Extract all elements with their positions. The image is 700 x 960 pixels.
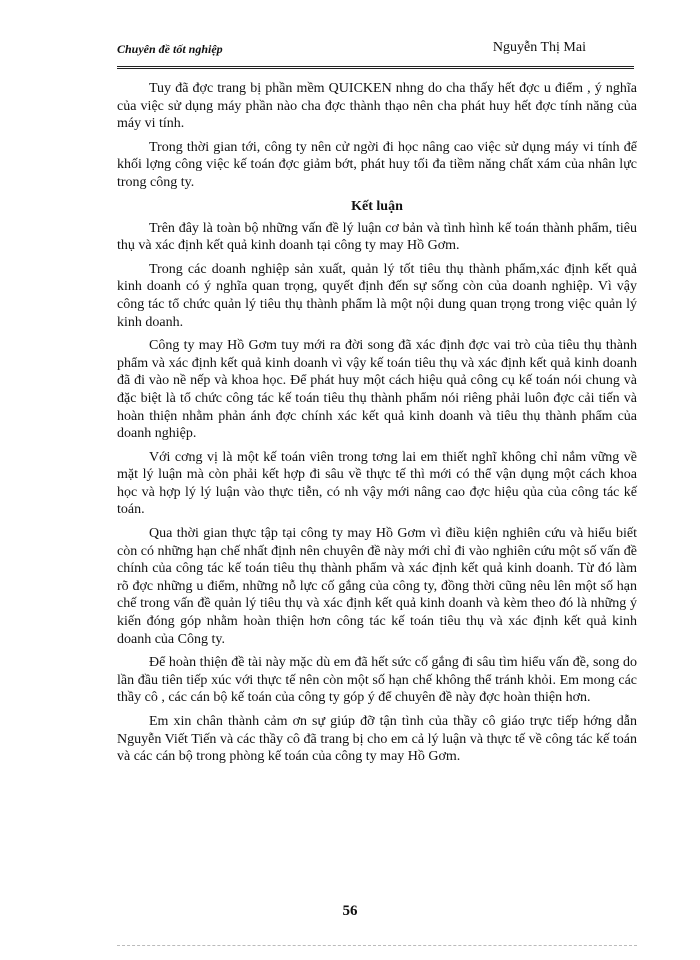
conclusion-paragraph: Để hoàn thiện đề tài này mặc dù em đã hết sức cố gắng đi sâu tìm hiểu vấn đề, song do lần đầu tiên tiếp xúc với thực tế nên còn một số hạn chế không thể tránh khỏi. Em mong các thầy cô , các cán bộ kế toán của công ty góp ý để chuyên đề này đợc hoàn thiện hơn. [117, 655, 637, 706]
header-author-name: Nguyễn Thị Mai [492, 40, 586, 55]
conclusion-paragraph: Trên đây là toàn bộ những vấn đề lý luận cơ bản và tình hình kế toán thành phẩm, tiêu thụ và xác định kết quả kinh doanh tại công ty may Hồ Gơm. [117, 220, 637, 254]
conclusion-paragraph: Trong các doanh nghiệp sản xuất, quản lý tốt tiêu thụ thành phẩm,xác định kết quả kinh doanh có ý nghĩa quan trọng, quyết định đến sự sống còn của doanh nghiệp. Vì vậy công tác tổ chức quản lý tiêu thụ thành phẩm là một nội dung quan trọng trong việc quản lý kinh doanh. [117, 261, 637, 330]
conclusion-paragraph: Em xin chân thành cảm ơn sự giúp đỡ tận tình của thầy cô giáo trực tiếp hớng dẫn Nguyễn Viết Tiến và các thầy cô đã trang bị cho em cả lý luận và thực tế về công tác kế toán và các cán bộ trong phòng kế toán của công ty may Hồ Gơm. [117, 714, 637, 765]
conclusion-paragraph: Với cơng vị là một kế toán viên trong tơng lai em thiết nghĩ không chỉ nắm vững về mặt lý luận mà còn phải kết hợp đi sâu về thực tế thì mới có thể vận dụng một cách khoa học và hợp lý lý luận vào thực tiễn, có nh vậy mới nâng cao đợc hiệu qủa của công tác kế toán. [117, 449, 637, 518]
page-header [117, 38, 634, 69]
page-number: 56 [342, 903, 358, 919]
section-heading-conclusion: Kết luận [351, 198, 403, 214]
body-paragraph: Tuy đã đợc trang bị phần mềm QUICKEN nhng do cha thấy hết đợc u điểm , ý nghĩa của việc sử dụng máy phần nào cha đợc thành thạo nên cha phát huy hết đợc tính năng của máy vi tính. [117, 81, 637, 132]
header-document-type: Chuyên đề tốt nghiệp [117, 42, 223, 56]
conclusion-paragraph: Công ty may Hồ Gơm tuy mới ra đời song đã xác định đợc vai trò của tiêu thụ thành phẩm và xác định kết quả kinh doanh vì vậy kế toán tiêu thụ và xác định kết quả kinh doanh đã đi vào nề nếp và khoa học. Để phát huy một cách hiệu quả công cụ kế toán nói chung và đặc biệt là tổ chức công tác kế toán tiêu thụ thành phẩm nói riêng phải luôn đợc cải tiến và hoàn thiện nhằm phản ánh đợc chính xác kết quả kinh doanh và tiêu thụ thành phẩm của doanh nghiệp. [117, 338, 637, 442]
conclusion-paragraph: Qua thời gian thực tập tại công ty may Hồ Gơm vì điều kiện nghiên cứu và hiểu biết còn có những hạn chế nhất định nên chuyên đề này mới chỉ đi vào nghiên cứu một số vấn đề chính của công tác kế toán tiêu thụ thành phẩm và xác định kết quả kinh doanh. Từ đó làm rõ đợc những u điểm, những nỗ lực cố gắng của công ty, đồng thời cũng nêu lên một số hạn chế trong vấn đề quản lý tiêu thụ và xác định kết quả kinh doanh và kèm theo đó là những ý kiến đóng góp nhằm hoàn thiện hơn công tác kế toán tiêu thụ và xác định kết quả kinh doanh của Công ty. [117, 526, 637, 647]
body-paragraph: Trong thời gian tới, công ty nên cử ngời đi học nâng cao việc sử dụng máy vi tính để khối lợng công việc kế toán đợc giảm bớt, phát huy tối đa tiềm năng chất xám của nhân lực trong công ty. [117, 139, 637, 190]
footer-divider [117, 945, 637, 946]
page-body [117, 80, 637, 772]
